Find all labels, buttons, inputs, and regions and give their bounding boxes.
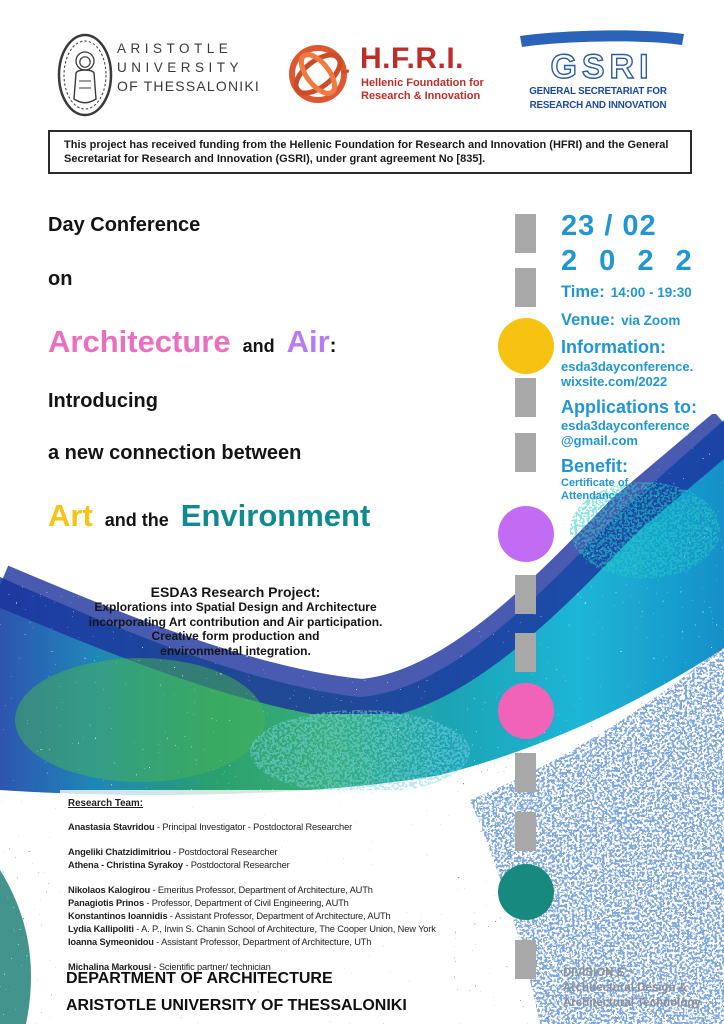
timeline-dash [515, 433, 536, 472]
gsri-ribbon-icon [520, 30, 684, 47]
date-line-1: 23 / 02 [561, 210, 657, 242]
title-word-architecture: Architecture [48, 324, 231, 359]
purple-dot-icon [498, 506, 554, 562]
teal-dot-icon [498, 864, 554, 920]
applications-email-line2: @gmail.com [561, 433, 638, 448]
timeline-dash [515, 575, 536, 614]
timeline-dash [515, 378, 536, 417]
team-member: Michalina Markousi - Scientific partner/ technician [68, 962, 271, 972]
division-line3: Architectural Technology [563, 997, 701, 1009]
funding-notice-text: This project has received funding from the Hellenic Foundation for Research and Innovation (HFRI) and the General Secretariat for Research and Innovation (GSRI), under grant agreement No [835]. [64, 139, 669, 165]
gsri-sub-line1: GENERAL SECRETARIAT FOR [529, 86, 667, 97]
division-line2: Architectural Design & [563, 982, 687, 994]
venue-label: Venue: [561, 311, 616, 329]
gsri-sub-line2: RESEARCH AND INNOVATION [529, 99, 667, 111]
timeline-dash [515, 214, 536, 253]
time-label: Time: [561, 283, 605, 301]
timeline-dash [515, 753, 536, 792]
information-url-line1: esda3dayconference. [561, 359, 694, 374]
title-word-air: Air [286, 324, 330, 359]
team-member: Panagiotis Prinos - Professor, Department of Civil Engineering, AUTh [68, 898, 349, 908]
hfri-subtitle [361, 77, 484, 103]
title-word-and1: and [242, 336, 275, 356]
project-line1: Explorations into Spatial Design and Architecture [94, 600, 377, 614]
title-word-and2: and the [104, 510, 169, 530]
benefit-value [561, 477, 628, 503]
benefit-label: Benefit: [561, 456, 628, 476]
time-value: 14:00 - 19:30 [610, 285, 692, 300]
team-member: Nikolaos Kalogirou - Emeritus Professor, Department of Architecture, AUTh [68, 885, 373, 895]
yellow-dot-icon [498, 318, 554, 374]
benefit-line2: Attendance [561, 490, 621, 502]
gsri-subtitle [508, 85, 688, 112]
hfri-sub-line2: Research & Innovation [361, 90, 481, 102]
venue-row [561, 311, 680, 330]
title-word-art: Art [48, 498, 93, 533]
research-team-list [68, 821, 442, 974]
team-member: Angeliki Chatzidimitriou - Postdoctoral Researcher [68, 847, 278, 857]
information-url-line2: wixsite.com/2022 [561, 374, 668, 389]
hfri-sub-line1: Hellenic Foundation for [361, 77, 484, 89]
date-line-2: 2 0 2 2 [561, 245, 699, 277]
project-description [48, 584, 423, 658]
gsri-letters: GSRI [550, 48, 654, 86]
benefit-line1: Certificate of [561, 477, 629, 489]
title-line-2: on [48, 268, 73, 290]
information-url [561, 359, 693, 389]
research-team-heading: Research Team: [68, 798, 143, 809]
team-member: Anastasia Stavridou - Principal Investigator - Postdoctoral Researcher [68, 822, 353, 832]
auth-seal-icon [57, 33, 113, 117]
team-member: Lydia Kallipoliti - A. P., Irwin S. Chanin School of Architecture, The Cooper Union, New York [68, 924, 436, 934]
timeline-dash [515, 940, 536, 979]
gsri-logo-icon [512, 30, 692, 86]
applications-email-line1: esda3dayconference [561, 418, 690, 433]
team-member: Athena - Christina Syrakoy - Postdoctoral Researcher [68, 860, 290, 870]
title-word-environment: Environment [180, 498, 371, 533]
title-line-6 [48, 498, 370, 534]
time-row [561, 283, 692, 302]
department-line1: DEPARTMENT OF ARCHITECTURE [66, 970, 333, 987]
funding-notice-box [48, 130, 692, 174]
team-member: Konstantinos Ioannidis - Assistant Professor, Department of Architecture, AUTh [68, 911, 391, 921]
title-colon: : [329, 335, 337, 357]
hfri-rings-icon [287, 42, 349, 106]
hfri-title: H.F.R.I. [360, 42, 465, 75]
timeline-dash [515, 812, 536, 851]
timeline-dash [515, 268, 536, 307]
pink-dot-icon [498, 683, 554, 739]
division-block [563, 966, 701, 1011]
auth-line2: UNIVERSITY [117, 59, 244, 75]
project-line3: Creative form production and [151, 629, 320, 643]
project-line2: incorporating Art contribution and Air participation. [88, 614, 383, 629]
project-heading: ESDA3 Research Project: [150, 584, 321, 600]
project-line4: environmental integration. [160, 643, 311, 658]
venue-value: via Zoom [621, 313, 681, 328]
auth-logo-text [117, 40, 260, 96]
information-label: Information: [561, 337, 666, 357]
timeline-dash [515, 633, 536, 672]
auth-line1: ARISTOTLE [117, 41, 233, 56]
auth-line3: OF THESSALONIKI [117, 78, 260, 94]
department-line2: ARISTOTLE UNIVERSITY OF THESSALONIKI [66, 997, 407, 1014]
title-line-4: Introducing [48, 390, 158, 412]
applications-label: Applications to: [561, 397, 697, 417]
team-member: Ioanna Symeonidou - Assistant Professor, Department of Architecture, UTh [68, 937, 372, 947]
research-team-panel [60, 790, 450, 972]
title-line-1: Day Conference [48, 214, 201, 236]
title-line-3 [48, 324, 336, 360]
title-line-5: a new connection between [48, 442, 302, 464]
division-line1: DIVISION E' - [563, 967, 635, 979]
applications-email [561, 418, 690, 448]
